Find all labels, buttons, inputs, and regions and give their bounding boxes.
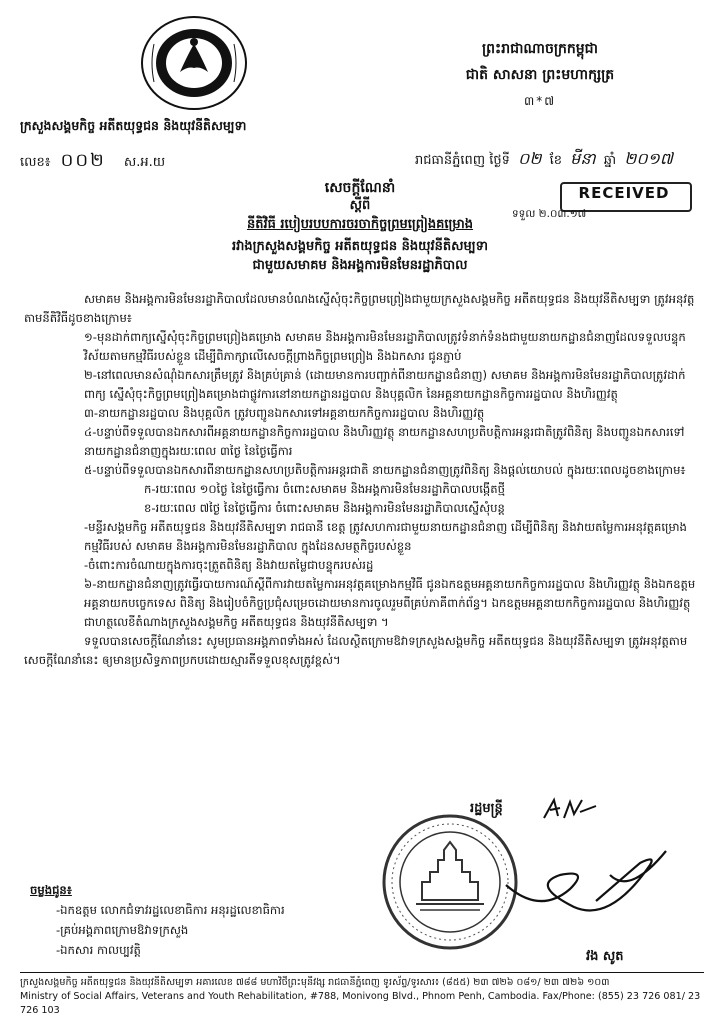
received-stamp-date: ទទួល ២.០៣.១៧ [512, 208, 587, 220]
body-bullet-1: -មន្ទីរសង្គមកិច្ច អតីតយុទ្ធជន និងយុវនីតិសម្បទា រាជធានី ខេត្ត ត្រូវសហការជាមួយនាយកដ្ឋានជំនាញ ដើម្បីពិនិត្យ និងវាយតម្លៃការអនុវត្តគម្រោងកម្មវិធីរបស់ សមាគម និងអង្គការមិនមែនរដ្ឋាភិបាល ក្នុងដែនសមត្ថកិច្ចរបស់ខ្លួន [84, 520, 687, 553]
body-subitem-a: ក-រយៈពេល ១០ថ្ងៃ នៃថ្ងៃធ្វើការ ចំពោះសមាគម និងអង្គការមិនមែនរដ្ឋាភិបាលបង្កើតថ្មី [144, 482, 505, 496]
title-subject: នីតិវិធី របៀបរបបការចរចាកិច្ចព្រមព្រៀងគម្រោង [246, 217, 474, 232]
body-item-2: ២-នៅពេលមានសំណុំឯកសារត្រឹមត្រូវ និងគ្រប់គ្រាន់ (ដោយមានការបញ្ជាក់ពីនាយកដ្ឋានជំនាញ) សមាគម និងអង្គការមិនមែនរដ្ឋាភិបាលត្រូវដាក់ពាក្យ ស្នើសុំចុះកិច្ចព្រមព្រៀងគម្រោងជាផ្លូវការនៅនាយកដ្ឋានរដ្ឋបាល និងបុគ្គលិក នៃអគ្គនាយកដ្ឋានកិច្ចការរដ្ឋបាល និងហិរញ្ញវត្ថុ [84, 368, 686, 401]
title-partners: ជាមួយសមាគម និងអង្គការមិនមែនរដ្ឋាភិបាល [252, 258, 468, 273]
national-motto: ជាតិ សាសនា ព្រះមហាក្សត្រ [465, 67, 615, 83]
title-about: ស្តីពី [349, 198, 371, 213]
footer-english: Ministry of Social Affairs, Veterans and Youth Rehabilitation, #788, Monivong Blvd., Phnom Penh, Cambodia. Fax/Phone: (855) 23 726 081/ 23 726 103 [20, 991, 701, 1016]
signer-name: វង សូត [586, 949, 624, 964]
date-month-label: ខែ [549, 153, 563, 168]
date-line [415, 148, 677, 172]
body-item-4: ៤-បន្ទាប់ពីទទួលបានឯកសារពីអគ្គនាយកដ្ឋានកិច្ចការរដ្ឋបាល និងហិរញ្ញវត្ថុ នាយកដ្ឋានសហប្រតិបត្តិការអន្តរជាតិត្រូវពិនិត្យ និងបញ្ជូនឯកសារទៅនាយកដ្ឋានជំនាញក្នុងរយៈពេល ៣ថ្ងៃ នៃថ្ងៃធ្វើការ [84, 425, 685, 458]
initials-icon [540, 796, 600, 822]
recipient-item: -គ្រប់អង្គភាពក្រោមឱវាទក្រសួង [56, 923, 189, 937]
body-subitem-b: ខ-រយៈពេល ៧ថ្ងៃ នៃថ្ងៃធ្វើការ ចំពោះសមាគម និងអង្គការមិនមែនរដ្ឋាភិបាលស្នើសុំបន្ត [144, 501, 505, 515]
reference-code: ស.អ.យ [123, 155, 166, 170]
signature-icon [500, 845, 670, 925]
document-type: សេចក្តីណែនាំ [324, 180, 396, 196]
date-year: ២០១៧ [624, 149, 673, 168]
footer-khmer: ក្រសួងសង្គមកិច្ច អតីតយុទ្ធជន និងយុវនីតិសម្បទា អគារលេខ ៧៨៨ មហាវិថីព្រះមុនីវង្ស រាជធានីភ្នំពេញ ទូរស័ព្ទ/ទូរសារ៖ (៨៥៥) ២៣ ៧២៦ ០៨១/ ២៣ ៧២៦ ១០៣ [20, 977, 610, 988]
kingdom-header [440, 36, 640, 114]
date-month: មីនា [570, 149, 596, 168]
motto-flourish: ៣*៧ [523, 94, 557, 108]
ministry-name: ក្រសួងសង្គមកិច្ច អតីតយុទ្ធជន និងយុវនីតិសម្បទា [20, 118, 247, 133]
body-closing: ទទួលបានសេចក្តីណែនាំនេះ សូមប្រធានអង្គភាពទាំងអស់ ដែលស្ថិតក្រោមឱវាទក្រសួងសង្គមកិច្ច អតីតយុទ្ធជន និងយុវនីតិសម្បទា ត្រូវអនុវត្តតាមសេចក្តីណែនាំនេះ ឲ្យមានប្រសិទ្ធភាពប្រកបដោយស្មារតីទទួលខុសត្រូវខ្ពស់។ [24, 634, 688, 667]
document-body [24, 290, 704, 670]
body-intro: សមាគម និងអង្គការមិនមែនរដ្ឋាភិបាលដែលមានបំណងស្នើសុំចុះកិច្ចព្រមព្រៀងជាមួយក្រសួងសង្គមកិច្ច អតីតយុទ្ធជន និងយុវនីតិសម្បទា ត្រូវអនុវត្តតាមនីតិវិធីដូចខាងក្រោម៖ [24, 292, 695, 325]
reference-line [20, 148, 165, 175]
received-stamp: RECEIVED [578, 184, 670, 202]
date-day: ០២ [518, 149, 542, 168]
kingdom-title: ព្រះរាជាណាចក្រកម្ពុជា [481, 41, 598, 57]
footer [20, 972, 704, 1018]
recipient-item: -ឯកសារ កាលប្បវត្តិ [56, 943, 141, 957]
recipient-item: -ឯកឧត្តម លោកជំទាវរដ្ឋលេខាធិការ អនុរដ្ឋលេខាធិការ [56, 903, 285, 917]
official-seal [380, 812, 520, 952]
signature-title: រដ្ឋមន្ត្រី [470, 801, 503, 816]
body-item-3: ៣-នាយកដ្ឋានរដ្ឋបាល និងបុគ្គលិក ត្រូវបញ្ជូនឯកសារទៅអគ្គនាយកកិច្ចការរដ្ឋបាល និងហិរញ្ញវត្ថុ [84, 406, 485, 420]
date-year-label: ឆ្នាំ [603, 153, 617, 168]
recipients-heading: ចម្លងជូន៖ [30, 883, 72, 897]
date-prefix: រាជធានីភ្នំពេញ ថ្ងៃទី [415, 153, 510, 168]
body-item-6: ៦-នាយកដ្ឋានជំនាញត្រូវធ្វើរបាយការណ៍ស្តីពីការវាយតម្លៃការអនុវត្តគម្រោងកម្មវិធី ជូនឯកឧត្តមអគ្គនាយកកិច្ចការរដ្ឋបាល និងហិរញ្ញវត្ថុ និងឯកឧត្តមអគ្គនាយកបច្ចេកទេស ពិនិត្យ និងរៀបចំកិច្ចប្រជុំសម្រេចដោយមានការចូលរួមពីគ្រប់ភាគីពាក់ព័ន្ធ។ ឯកឧត្តមអគ្គនាយកកិច្ចការរដ្ឋបាល និងហិរញ្ញវត្ថុ ជាហត្ថលេខីតំណាងក្រសួងសង្គមកិច្ច អតីតយុទ្ធជន និងយុវនីតិសម្បទា ។ [84, 577, 696, 629]
ministry-logo [140, 14, 248, 112]
body-item-1: ១-មុនដាក់ពាក្យស្នើសុំចុះកិច្ចព្រមព្រៀងគម្រោង សមាគម និងអង្គការមិនមែនរដ្ឋាភិបាលត្រូវទំនាក់ទំនងជាមួយនាយកដ្ឋានជំនាញដែលទទួលបន្ទុកវិស័យតាមកម្មវិធីរបស់ខ្លួន ដើម្បីពិភាក្សាលើសេចក្តីព្រាងកិច្ចព្រមព្រៀង និងឯកសារ ជូនភ្ជាប់ [84, 330, 686, 363]
copy-recipients [30, 880, 285, 960]
title-parties: រវាងក្រសួងសង្គមកិច្ច អតីតយុទ្ធជន និងយុវនីតិសម្បទា [231, 239, 489, 254]
reference-label: លេខ៖ [20, 155, 51, 170]
body-bullet-2: -ចំពោះការចំណាយក្នុងការចុះត្រួតពិនិត្យ និងវាយតម្លៃជាបន្ទុករបស់រដ្ឋ [84, 558, 374, 572]
body-item-5: ៥-បន្ទាប់ពីទទួលបានឯកសារពីនាយកដ្ឋានសហប្រតិបត្តិការអន្តរជាតិ នាយកដ្ឋានជំនាញត្រូវពិនិត្យ និងផ្តល់យោបល់ ក្នុងរយៈពេលដូចខាងក្រោម៖ [84, 463, 686, 477]
reference-number: ០០២ [60, 150, 106, 171]
